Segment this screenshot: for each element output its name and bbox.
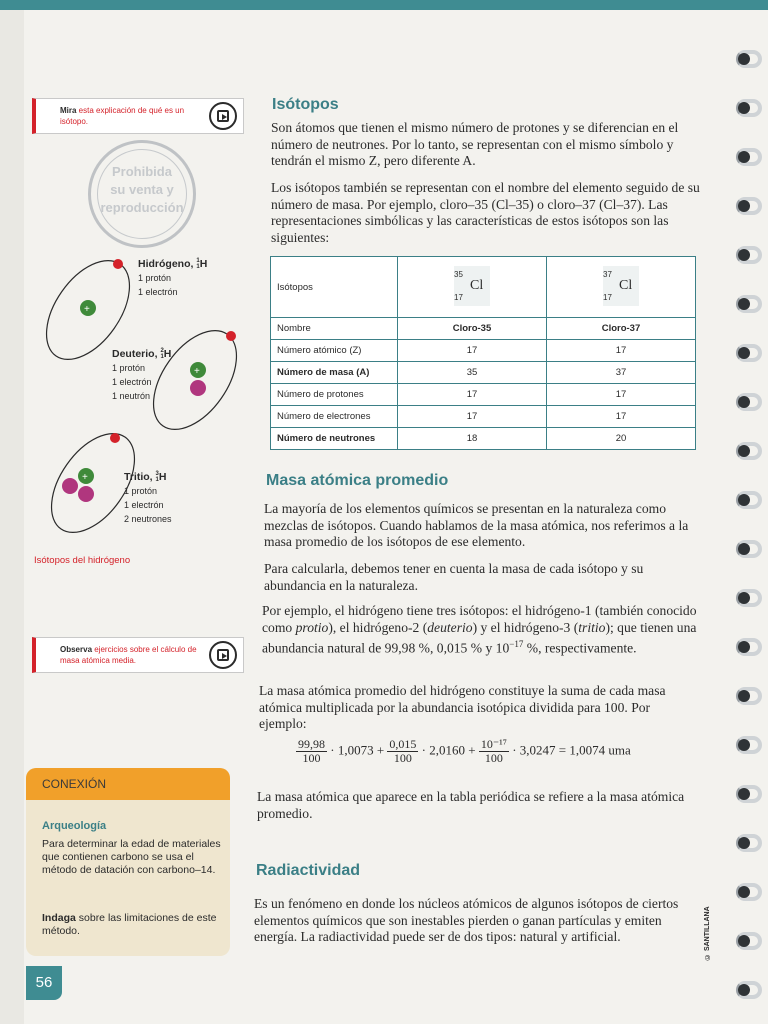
masa-paragraph-2: Para calcularla, debemos tener en cuenta la masa de cada isótopo y su abundancia en la naturaleza. [264, 561, 644, 593]
note-text: Mira esta explicación de qué es un isótopo. [60, 106, 185, 126]
label-tritio: Tritio, 3 1 H 1 protón 1 electrón 2 neutrones [124, 471, 172, 524]
isotopes-table [270, 256, 696, 450]
binding-hole [738, 396, 750, 408]
average-mass-formula: $\frac{99,98}{100}$ · 1,0073 + $\frac{0,015}{100}$ · 2,0160 + $\frac{\text{10⁻¹⁷}}{100}$ · 3,0247 = 1,0074 uma [298, 737, 631, 765]
diagram-caption: Isótopos del hidrógeno [34, 555, 131, 566]
binding-hole [738, 886, 750, 898]
stamp-line-3: reproducción [100, 200, 184, 215]
binding-hole [738, 592, 750, 604]
binding-hole [738, 739, 750, 751]
masa-paragraph-3: Por ejemplo, el hidrógeno tiene tres isótopos: el hidrógeno-1 (también conocido como protio), el hidrógeno-2 (deuterio) y el hidrógeno-3 (tritio); que tienen una abundancia natural de 99,98 %, 0,015 % y $10^{-17}$ %, respectivamente. [262, 603, 697, 656]
binding-hole [738, 151, 750, 163]
isotopos-paragraph-1: Son átomos que tienen el mismo número de protones y se diferencian en el número de neutrones. Por lo tanto, se representan con el mismo símbolo y tendrán el mismo Z, pero diferente A. [271, 120, 679, 168]
table-header-row [271, 257, 696, 318]
binding-hole [738, 445, 750, 457]
binding-hole [738, 641, 750, 653]
video-play-icon[interactable] [209, 641, 237, 669]
table-row: Número atómico (Z) 17 17 [271, 340, 696, 362]
top-color-bar [0, 0, 768, 10]
label-deuterio: Deuterio, 2 1 H 1 protón 1 electrón 1 neutrón [112, 348, 172, 401]
binding-hole [738, 200, 750, 212]
svg-text:+: + [194, 366, 200, 377]
binding-hole [738, 690, 750, 702]
binding-hole [738, 494, 750, 506]
binding-hole [738, 984, 750, 996]
stamp-line-2: su venta y [110, 182, 174, 197]
video-play-icon[interactable] [209, 102, 237, 130]
radiactividad-paragraph: Es un fenómeno en donde los núcleos atómicos de algunos isótopos de ciertos elementos químicos que son inestables pierden o ganan partículas y emiten energía. La radiactividad puede ser de dos tipos: natural y artificial. [254, 896, 679, 944]
table-row: Número de electrones 17 17 [271, 406, 696, 428]
binding-hole [738, 102, 750, 114]
binding-hole [738, 788, 750, 800]
table-row: Número de masa (A) 35 37 [271, 362, 696, 384]
conexion-body: Para determinar la edad de materiales que contienen carbono se usa el método de datación con carbono–14. [42, 838, 221, 876]
masa-paragraph-4: La masa atómica promedio del hidrógeno constituye la suma de cada masa atómica multiplicada por la abundancia isotópica dividida para 100. Por ejemplo: [259, 683, 666, 731]
table-row: Nombre Cloro-35 Cloro-37 [271, 318, 696, 340]
binding-hole [738, 837, 750, 849]
masa-paragraph-5: La masa atómica que aparece en la tabla periódica se refiere a la masa atómica promedio. [257, 789, 685, 821]
conexion-indaga: Indaga sobre las limitaciones de este método. [42, 912, 217, 937]
symbol-cl37: 37 Cl 17 [547, 257, 696, 318]
binding-hole [738, 298, 750, 310]
binding-hole [738, 249, 750, 261]
binding-hole [738, 53, 750, 65]
video-note-observa[interactable] [32, 637, 244, 673]
copyright: © SANTILLANA [704, 906, 711, 960]
stamp-line-1: Prohibida [112, 164, 172, 179]
conexion-header: CONEXIÓN [26, 768, 230, 800]
prohibited-stamp [88, 140, 196, 248]
table-row: Número de neutrones 18 20 [271, 428, 696, 450]
margin-column [0, 10, 24, 1024]
binding-hole [738, 543, 750, 555]
table-row: Número de protones 17 17 [271, 384, 696, 406]
note-text: Observa ejercicios sobre el cálculo de masa atómica media. [60, 645, 197, 665]
isotopos-paragraph-2: Los isótopos también se representan con el nombre del elemento seguido de su número de masa. Por ejemplo, cloro–35 (Cl–35) o cloro–37 (Cl–37). Las representaciones simbólicas y las características de estos isótopos son las siguientes: [271, 180, 700, 245]
symbol-cl35: 35 Cl 17 [398, 257, 547, 318]
video-note-mira[interactable] [32, 98, 244, 134]
binding-hole [738, 935, 750, 947]
page-number: 56 [26, 966, 62, 1000]
conexion-box [26, 768, 230, 956]
conexion-subject: Arqueología [42, 820, 107, 832]
svg-text:+: + [82, 472, 88, 483]
binding-hole [738, 347, 750, 359]
label-hidrogeno: Hidrógeno, 1 1 H 1 protón 1 electrón [138, 258, 208, 297]
svg-text:+: + [84, 304, 90, 315]
masa-paragraph-1: La mayoría de los elementos químicos se presentan en la naturaleza como mezclas de isótopos. Cuando hablamos de la masa atómica, nos referimos a la masa promedio de los isótopos de ese elemento. [264, 501, 689, 549]
spiral-binding [728, 0, 768, 1024]
heading-isotopos: Isótopos [272, 96, 339, 113]
heading-radiactividad: Radiactividad [256, 862, 361, 879]
table-header-label: Isótopos [271, 257, 398, 318]
heading-masa-atomica: Masa atómica promedio [266, 472, 449, 489]
